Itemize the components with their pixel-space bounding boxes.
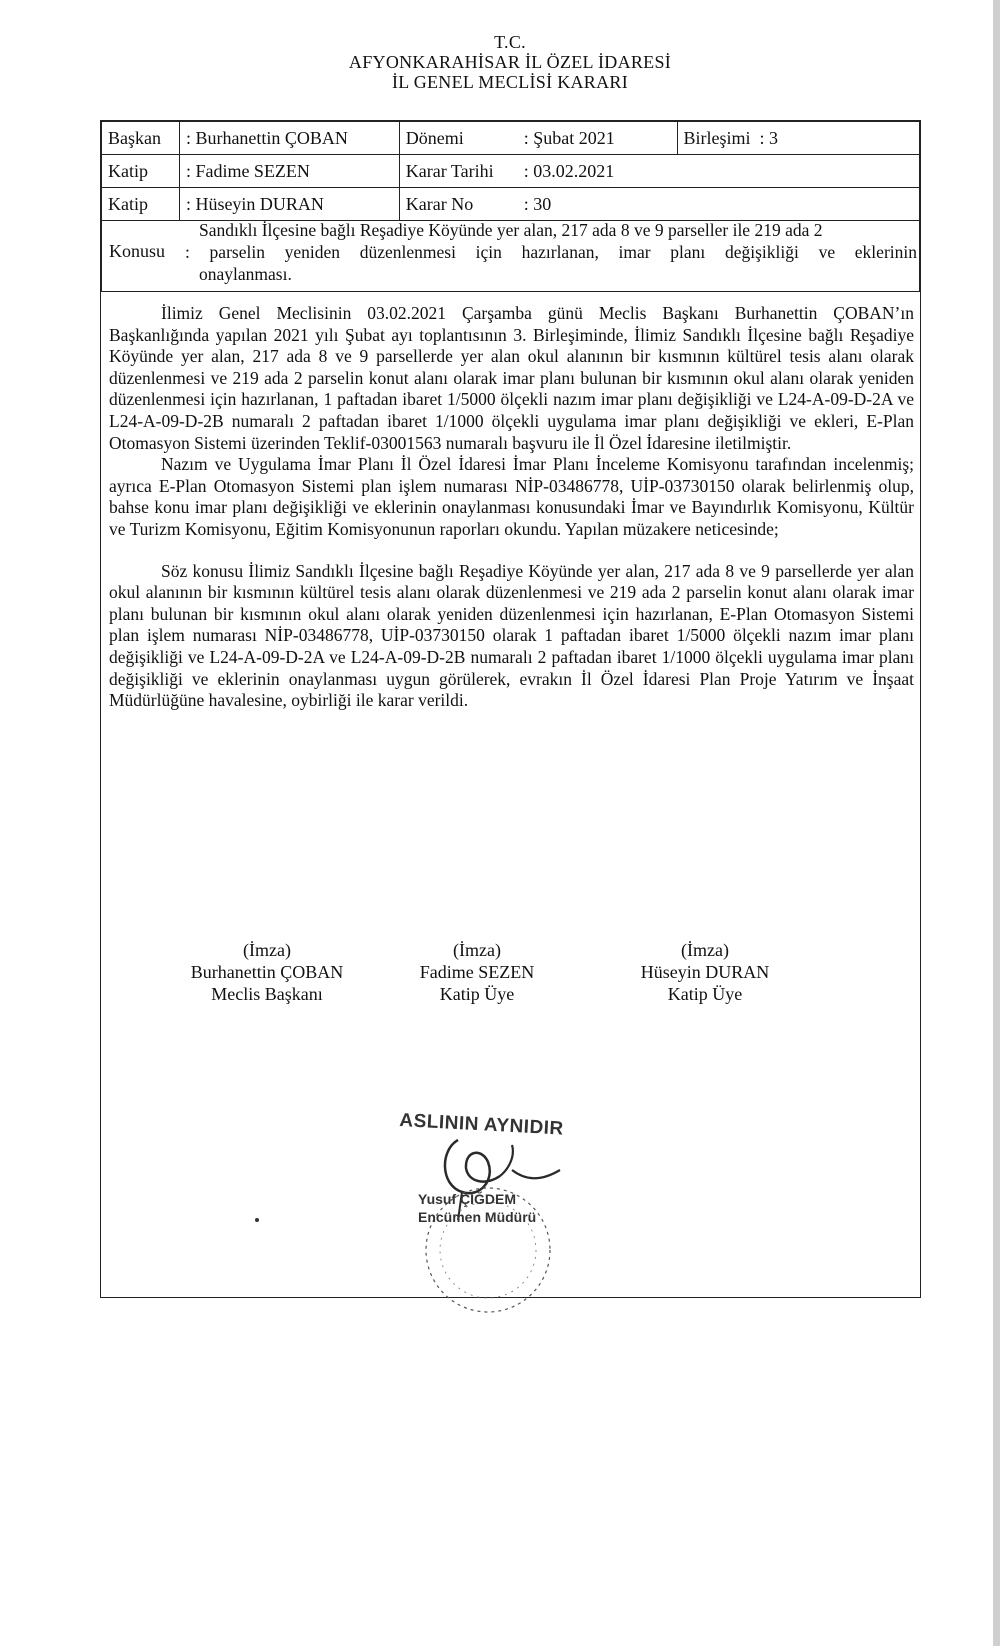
subject-line-1: Sandıklı İlçesine bağlı Reşadiye Köyünde yer alan, 217 ada 8 ve 9 parseller ile 219 ada 2 xyxy=(199,220,823,240)
chair-value: : Burhanettin ÇOBAN xyxy=(179,122,399,155)
signature-imza: (İmza) xyxy=(681,940,729,960)
clerk2-value: : Hüseyin DURAN xyxy=(179,188,399,221)
ink-dot xyxy=(255,1218,259,1222)
signature-name: Burhanettin ÇOBAN xyxy=(190,962,344,982)
session-value: : 3 xyxy=(759,127,779,148)
body-paragraph-1: İlimiz Genel Meclisinin 03.02.2021 Çarşamba günü Meclis Başkanı Burhanettin ÇOBAN’ın Başkanlığında yapılan 2021 yılı Şubat ayı toplantısının 3. Birleşiminde, İlimiz Sandıklı İlçesine bağlı Reşadiye Köyünde yer alan, 217 ada 8 ve 9 parsellerde yer alan okul alanının bir kısmının kültürel tesis alanı olarak düzenlenmesi ve 219 ada 2 parselin konut alanı olarak imar planı bulunan bir kısmının okul alanı olarak yeniden düzenlenmesi için hazırlanan, 1 paftadan ibaret 1/5000 ölçekli nazım imar planı değişikliği ve L24-A-09-D-2A ve L24-A-09-D-2B numaralı 2 paftadan ibaret 1/1000 ölçekli uygulama imar planı değişikliği ve ekleri, E-Plan Otomasyon Sistemi üzerinden Teklif-03001563 numaralı başvuru ile İl Özel İdaresine iletilmiştir. xyxy=(109,303,914,453)
signature-clerk2 xyxy=(595,939,815,1005)
signature-chair xyxy=(157,939,377,1005)
session-label: Birleşimi xyxy=(683,127,751,148)
clerk2-label: Katip xyxy=(102,188,180,221)
term-cell xyxy=(399,122,677,155)
date-value: : 03.02.2021 xyxy=(523,160,615,181)
date-label: Karar Tarihi xyxy=(405,160,494,181)
decision-no-cell xyxy=(399,188,919,221)
signature-name: Fadime SEZEN xyxy=(419,962,535,982)
decision-no-label: Karar No xyxy=(405,193,474,214)
chair-label: Başkan xyxy=(102,122,180,155)
term-value: : Şubat 2021 xyxy=(523,127,615,148)
signature-role: Katip Üye xyxy=(439,984,515,1004)
header-decision-type: İL GENEL MECLİSİ KARARI xyxy=(391,72,629,92)
signature-name: Hüseyin DURAN xyxy=(640,962,770,982)
decision-no-value: : 30 xyxy=(523,193,552,214)
meta-row-clerk2 xyxy=(102,188,920,221)
signature-imza: (İmza) xyxy=(453,940,501,960)
certified-copy-stamp xyxy=(400,1110,600,1330)
body-paragraph-2: Nazım ve Uygulama İmar Planı İl Özel İdaresi İmar Planı İnceleme Komisyonu tarafından incelenmiş; ayrıca E-Plan Otomasyon Sistemi plan işlem numarası NİP-03486778, UİP-03730150 olarak belirlenmiş olup, bahse konu imar planı değişikliği ve eklerinin onaylanması konusundaki İmar ve Bayındırlık Komisyonu, Kültür ve Turizm Komisyonu, Eğitim Komisyonunun raporları okundu. Yapılan müzakere neticesinde; xyxy=(109,454,914,539)
stamp-title: ASLININ AYNIDIR xyxy=(398,1110,565,1140)
meta-row-clerk1 xyxy=(102,155,920,188)
decision-body xyxy=(109,303,914,712)
stamp-role: Encümen Müdürü xyxy=(418,1209,537,1225)
clerk1-label: Katip xyxy=(102,155,180,188)
subject-line-2: : parselin yeniden düzenlenmesi için hazırlanan, imar planı değişikliği ve eklerinin xyxy=(185,242,917,262)
header-institution: AFYONKARAHİSAR İL ÖZEL İDARESİ xyxy=(348,52,672,72)
clerk1-value: : Fadime SEZEN xyxy=(179,155,399,188)
page-edge xyxy=(993,0,1000,1646)
subject-label: Konusu xyxy=(109,241,166,261)
term-label: Dönemi xyxy=(405,127,464,148)
header-tc: T.C. xyxy=(494,32,526,52)
signature-clerk1 xyxy=(367,939,587,1005)
signature-role: Meclis Başkanı xyxy=(211,984,323,1004)
subject-line-3: onaylanması. xyxy=(199,264,292,284)
session-cell xyxy=(677,122,919,155)
signature-role: Katip Üye xyxy=(667,984,743,1004)
signature-imza: (İmza) xyxy=(243,940,291,960)
date-cell xyxy=(399,155,919,188)
stamp-name: Yusuf ÇİĞDEM xyxy=(418,1191,517,1207)
document-header xyxy=(100,32,920,92)
meta-row-chair xyxy=(102,122,920,155)
subject-text xyxy=(185,219,917,285)
body-paragraph-3: Söz konusu İlimiz Sandıklı İlçesine bağlı Reşadiye Köyünde yer alan, 217 ada 8 ve 9 parsellerde yer alan okul alanının bir kısmının kültürel tesis alanı olarak düzenlenmesi ve 219 ada 2 parselin konut alanı olarak imar planı bulunan bir kısmının okul alanı olarak yeniden düzenlenmesi için hazırlanan, E-Plan Otomasyon Sistemi plan işlem numarası NİP-03486778, UİP-03730150 olarak 1 paftadan ibaret 1/5000 ölçekli nazım imar planı değişikliği ve L24-A-09-D-2A ve L24-A-09-D-2B numaralı 2 paftadan ibaret 1/1000 ölçekli uygulama imar planı değişikliği ve eklerinin onaylanması uygun görülerek, evrakın İl Özel İdaresi Plan Proje Yatırım ve İnşaat Müdürlüğüne havalesine, oybirliği ile karar verildi. xyxy=(109,560,914,711)
stamp-name-block xyxy=(418,1190,536,1226)
